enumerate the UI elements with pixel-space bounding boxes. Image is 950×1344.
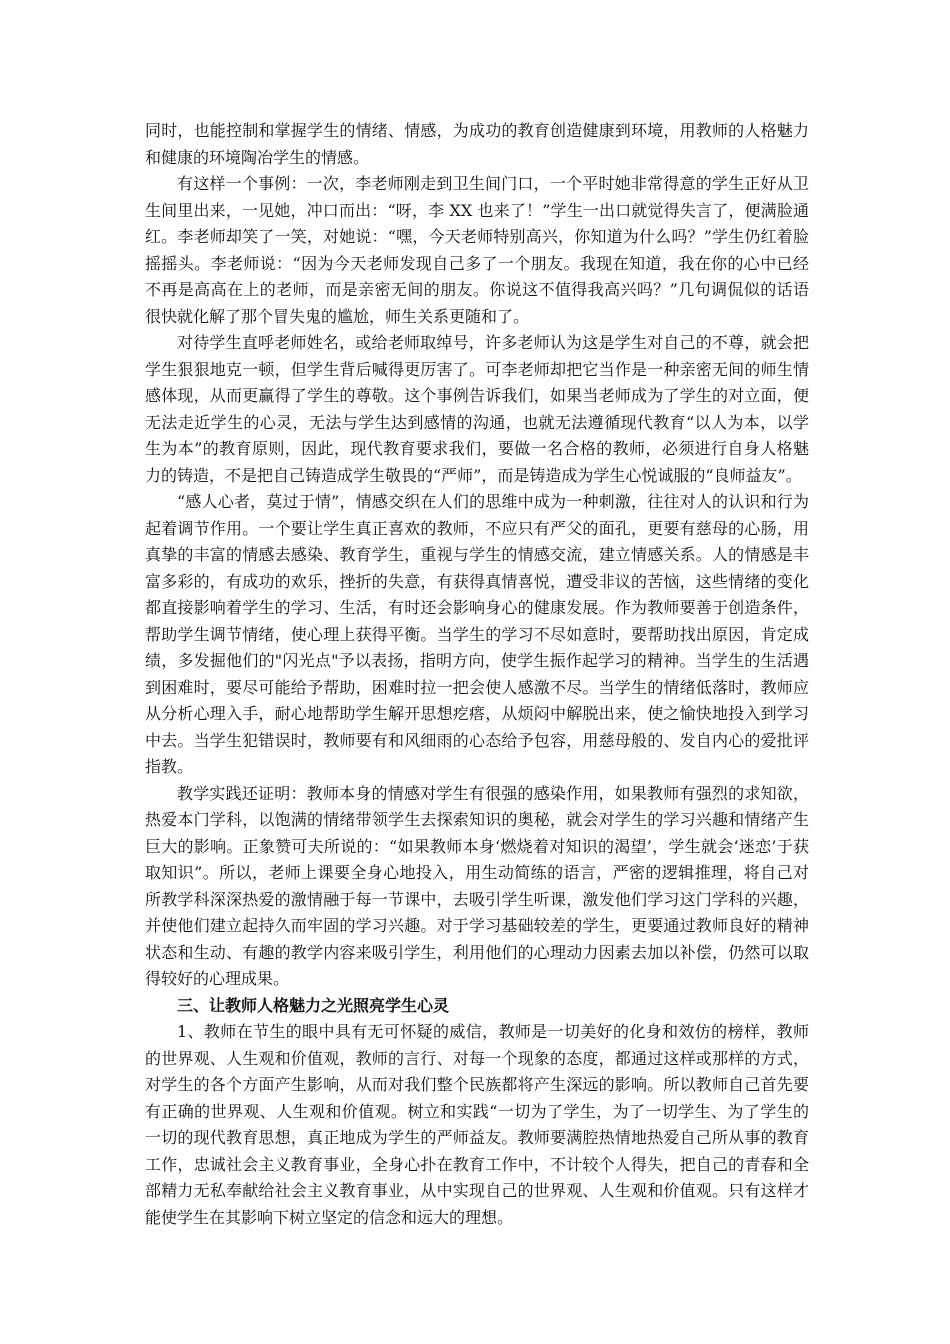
paragraph-teacher-authority: 1、教师在节生的眼中具有无可怀疑的威信，教师是一切美好的化身和效仿的榜样，教师的世界观、人生观和价值观，教师的言行、对每一个现象的态度，都通过这样或那样的方式，对学生的各个方面产生影响，从而对我们整个民族都将产生深远的影响。所以教师自己首先要有正确的世界观、人生观和价值观。树立和实践“一切为了学生，为了一切学生、为了学生的一切的现代教育思想，真正地成为学生的严师益友。教师要满腔热情地热爱自己所从事的教育工作，忠诚社会主义教育事业，全身心扑在教育工作中，不计较个人得失，把自己的青春和全部精力无私奉献给社会主义教育事业，从中实现自己的世界观、人生观和价值观。只有这样才能使学生在其影响下树立坚定的信念和远大的理想。: [145, 1022, 809, 1227]
paragraph-example-analysis: 对待学生直呼老师姓名，或给老师取绰号，许多老师认为这是学生对自己的不尊，就会把学生狠狠地克一顿，但学生背后喊得更厉害了。可李老师却把它当作是一种亲密无间的师生情感体现，从而更赢得了学生的尊敬。这个事例告诉我们，如果当老师成为了学生的对立面，便无法走近学生的心灵，无法与学生达到感情的沟通，也就无法遵循现代教育“以人为本，以学生为本”的教育原则，因此，现代教育要求我们，要做一名合格的教师，必须进行自身人格魅力的铸造，不是把自己铸造成学生敬畏的“严师”，而是铸造成为学生心悦诚服的“良师益友”。: [145, 333, 809, 485]
paragraph-example-story: 有这样一个事例：一次，李老师刚走到卫生间门口，一个平时她非常得意的学生正好从卫生间里出来，一见她，冲口而出：“呀，李 XX 也来了！”学生一出口就觉得失言了，便满脸通红。李老师却笑了一笑，对她说：“嘿，今天老师特别高兴，你知道为什么吗？”学生仍红着脸摇摇头。李老师说：“因为今天老师发现自己多了一个朋友。我现在知道，我在你的心中已经不再是高高在上的老师，而是亲密无间的朋友。你说这不值得我高兴吗？”几句调侃似的话语很快就化解了那个冒失鬼的尴尬，师生关系更随和了。: [145, 174, 809, 326]
paragraph-teaching-practice: 教学实践还证明：教师本身的情感对学生有很强的感染作用，如果教师有强烈的求知欲，热爱本门学科，以饱满的情绪带领学生去探索知识的奥秘，就会对学生的学习兴趣和情绪产生巨大的影响。正象赞可夫所说的：“如果教师本身‘燃烧着对知识的渴望’，学生就会‘迷恋’于获取知识”。所以，老师上课要全身心地投入，用生动简练的语言，严密的逻辑推理，将自己对所教学科深深热爱的激情融于每一节课中，去吸引学生听课，激发他们学习这门学科的兴趣，并使他们建立起持久而牢固的学习兴趣。对于学习基础较差的学生，更要通过教师良好的精神状态和生动、有趣的教学内容来吸引学生，利用他们的心理动力因素去加以补偿，仍然可以取得较好的心理成果。: [145, 783, 809, 988]
paragraph-continuation: 同时，也能控制和掌握学生的情绪、情感，为成功的教育创造健康到环境，用教师的人格魅力和健康的环境陶冶学生的情感。: [145, 121, 809, 167]
paragraph-emotion: “感人心者，莫过于情”，情感交织在人们的思维中成为一种刺激，往往对人的认识和行为起着调节作用。一个要让学生真正喜欢的教师，不应只有严父的面孔，更要有慈母的心肠，用真挚的丰富的情感去感染、教育学生，重视与学生的情感交流，建立情感关系。人的情感是丰富多彩的，有成功的欢乐，挫折的失意，有获得真情喜悦，遭受非议的苦恼，这些情绪的变化都直接影响着学生的学习、生活，有时还会影响身心的健康发展。作为教师要善于创造条件，帮助学生调节情绪，使心理上获得平衡。当学生的学习不尽如意时，要帮助找出原因，肯定成绩，多发掘他们的"闪光点"予以表扬，指明方向，使学生振作起学习的精神。当学生的生活遇到困难时，要尽可能给予帮助，困难时拉一把会使人感激不尽。当学生的情绪低落时，教师应从分析心理入手，耐心地帮助学生解开思想疙瘩，从烦闷中解脱出来，使之愉快地投入到学习中去。当学生犯错误时，教师要有和风细雨的心态给予包容，用慈母般的、发自内心的爱批评指教。: [145, 492, 809, 776]
section-heading: 三、让教师人格魅力之光照亮学生心灵: [177, 995, 450, 1015]
document-page: [145, 118, 809, 1231]
